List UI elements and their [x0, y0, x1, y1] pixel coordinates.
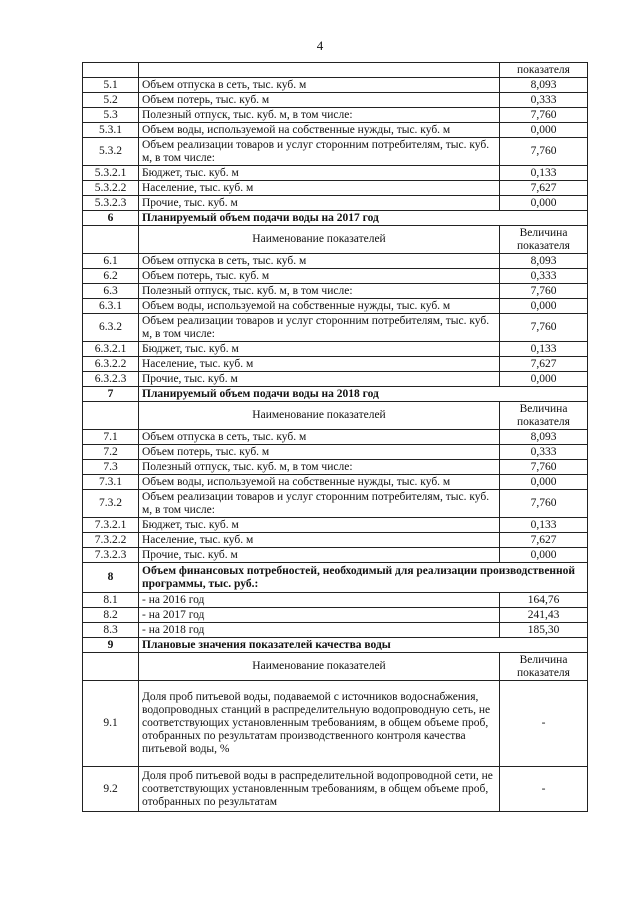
- cell-description: Объем воды, используемой на собственные нужды, тыс. куб. м: [139, 299, 500, 314]
- cell-value: -: [500, 681, 588, 767]
- table-row: [83, 445, 588, 460]
- table-row: [83, 181, 588, 196]
- cell-number: 8.3: [83, 623, 139, 638]
- table-row: [83, 196, 588, 211]
- section-header-row: [83, 211, 588, 226]
- cell-number: 7.1: [83, 430, 139, 445]
- cell-description: Прочие, тыс. куб. м: [139, 548, 500, 563]
- section-number: 6: [83, 211, 139, 226]
- section-number: 8: [83, 563, 139, 593]
- cell-number: 6.2: [83, 269, 139, 284]
- cell-description: Население, тыс. куб. м: [139, 533, 500, 548]
- table-row: [83, 593, 588, 608]
- cell-description: Объем воды, используемой на собственные нужды, тыс. куб. м: [139, 475, 500, 490]
- section-header-row: [83, 638, 588, 653]
- column-header-value: Величина показателя: [500, 402, 588, 430]
- cell-value: 7,760: [500, 108, 588, 123]
- cell-value: 7,760: [500, 460, 588, 475]
- cell-value: 0,333: [500, 93, 588, 108]
- cell-value: 7,760: [500, 314, 588, 342]
- table-row: [83, 518, 588, 533]
- cell-value: 7,627: [500, 357, 588, 372]
- cell-description: Полезный отпуск, тыс. куб. м, в том числе:: [139, 460, 500, 475]
- cell-number: 5.3.2.3: [83, 196, 139, 211]
- cell-number: 7.3.1: [83, 475, 139, 490]
- cell-number: 8.2: [83, 608, 139, 623]
- table-row: [83, 767, 588, 812]
- cell-number: 6.3: [83, 284, 139, 299]
- cell-description: Объем реализации товаров и услуг сторонним потребителям, тыс. куб. м, в том числе:: [139, 138, 500, 166]
- cell-value: 185,30: [500, 623, 588, 638]
- cell-number: 5.3.2.1: [83, 166, 139, 181]
- cell-number: 5.2: [83, 93, 139, 108]
- cell-value: 241,43: [500, 608, 588, 623]
- cell-number: 6.3.2: [83, 314, 139, 342]
- section-number: 9: [83, 638, 139, 653]
- table-continuation-header: [83, 63, 588, 78]
- cell-value: -: [500, 767, 588, 812]
- cell-description: - на 2016 год: [139, 593, 500, 608]
- cell-value: 0,000: [500, 475, 588, 490]
- cell-value: 8,093: [500, 78, 588, 93]
- cell-description: Объем потерь, тыс. куб. м: [139, 269, 500, 284]
- table-row: [83, 138, 588, 166]
- cell-value: 0,133: [500, 166, 588, 181]
- table-row: [83, 269, 588, 284]
- cell-value: 0,133: [500, 518, 588, 533]
- cell-description: Прочие, тыс. куб. м: [139, 196, 500, 211]
- cell-number: 7.2: [83, 445, 139, 460]
- cell-value: 164,76: [500, 593, 588, 608]
- cell-description: Объем воды, используемой на собственные нужды, тыс. куб. м: [139, 123, 500, 138]
- table-row: [83, 623, 588, 638]
- cell-number: 8.1: [83, 593, 139, 608]
- table-row: [83, 254, 588, 269]
- column-header-name: Наименование показателей: [139, 653, 500, 681]
- cell-description: Полезный отпуск, тыс. куб. м, в том числе:: [139, 284, 500, 299]
- table-row: [83, 475, 588, 490]
- cell-number: 6.3.1: [83, 299, 139, 314]
- cell-number: 5.3.1: [83, 123, 139, 138]
- cell-description: Доля проб питьевой воды в распределительной водопроводной сети, не соответствующих установленным требованиям, в общем объеме проб, отобранных по результатам: [139, 767, 500, 812]
- cell-number-empty: [83, 402, 139, 430]
- cell-number: 6.3.2.1: [83, 342, 139, 357]
- column-header-value: Величина показателя: [500, 653, 588, 681]
- section-title: Планируемый объем подачи воды на 2017 год: [139, 211, 588, 226]
- cell-value: 7,760: [500, 284, 588, 299]
- table-row: [83, 342, 588, 357]
- column-header-name: Наименование показателей: [139, 226, 500, 254]
- cell-value: 0,000: [500, 299, 588, 314]
- cell-description: Объем реализации товаров и услуг сторонним потребителям, тыс. куб. м, в том числе:: [139, 490, 500, 518]
- cell-description: Объем реализации товаров и услуг сторонним потребителям, тыс. куб. м, в том числе:: [139, 314, 500, 342]
- table-row: [83, 548, 588, 563]
- table-row: [83, 123, 588, 138]
- table-row: [83, 460, 588, 475]
- cell-number: 7.3.2.3: [83, 548, 139, 563]
- cell-number-empty: [83, 226, 139, 254]
- table-row: [83, 608, 588, 623]
- page-number: 4: [316, 38, 324, 53]
- table-row: [83, 681, 588, 767]
- column-header-row: [83, 226, 588, 254]
- cell-value-header: показателя: [500, 63, 588, 78]
- cell-value: 0,000: [500, 196, 588, 211]
- column-header-value: Величина показателя: [500, 226, 588, 254]
- cell-description: Полезный отпуск, тыс. куб. м, в том числе:: [139, 108, 500, 123]
- cell-value: 7,760: [500, 138, 588, 166]
- cell-value: 7,627: [500, 181, 588, 196]
- table-row: [83, 108, 588, 123]
- cell-value: 7,627: [500, 533, 588, 548]
- cell-value: 7,760: [500, 490, 588, 518]
- table-row: [83, 430, 588, 445]
- table-row: [83, 314, 588, 342]
- cell-number: 5.1: [83, 78, 139, 93]
- cell-description: Объем отпуска в сеть, тыс. куб. м: [139, 430, 500, 445]
- cell-number: 6.3.2.2: [83, 357, 139, 372]
- cell-value: 8,093: [500, 254, 588, 269]
- cell-value: 8,093: [500, 430, 588, 445]
- table-row: [83, 533, 588, 548]
- section-title: Объем финансовых потребностей, необходимый для реализации производственной программы, тыс. руб.:: [139, 563, 588, 593]
- section-title: Плановые значения показателей качества воды: [139, 638, 588, 653]
- water-supply-table: [82, 62, 588, 812]
- cell-number-empty: [83, 63, 139, 78]
- cell-description: Население, тыс. куб. м: [139, 357, 500, 372]
- cell-description: Объем потерь, тыс. куб. м: [139, 93, 500, 108]
- column-header-name: Наименование показателей: [139, 402, 500, 430]
- table-row: [83, 490, 588, 518]
- cell-description: Бюджет, тыс. куб. м: [139, 166, 500, 181]
- section-header-row: [83, 563, 588, 593]
- table-row: [83, 357, 588, 372]
- table-row: [83, 372, 588, 387]
- cell-number: 7.3: [83, 460, 139, 475]
- cell-number-empty: [83, 653, 139, 681]
- cell-number: 5.3.2.2: [83, 181, 139, 196]
- table-row: [83, 166, 588, 181]
- cell-value: 0,133: [500, 342, 588, 357]
- table-row: [83, 93, 588, 108]
- table-row: [83, 78, 588, 93]
- cell-description: Объем потерь, тыс. куб. м: [139, 445, 500, 460]
- cell-description: Прочие, тыс. куб. м: [139, 372, 500, 387]
- cell-description: - на 2017 год: [139, 608, 500, 623]
- cell-value: 0,333: [500, 445, 588, 460]
- cell-number: 6.1: [83, 254, 139, 269]
- cell-number: 9.2: [83, 767, 139, 812]
- table-row: [83, 299, 588, 314]
- cell-value: 0,000: [500, 548, 588, 563]
- cell-number: 7.3.2.1: [83, 518, 139, 533]
- cell-number: 7.3.2: [83, 490, 139, 518]
- column-header-row: [83, 402, 588, 430]
- cell-number: 7.3.2.2: [83, 533, 139, 548]
- cell-number: 5.3.2: [83, 138, 139, 166]
- cell-value: 0,000: [500, 123, 588, 138]
- cell-number: 9.1: [83, 681, 139, 767]
- cell-description: Объем отпуска в сеть, тыс. куб. м: [139, 254, 500, 269]
- cell-number: 6.3.2.3: [83, 372, 139, 387]
- cell-description: Бюджет, тыс. куб. м: [139, 518, 500, 533]
- cell-description: Объем отпуска в сеть, тыс. куб. м: [139, 78, 500, 93]
- column-header-row: [83, 653, 588, 681]
- cell-number: 5.3: [83, 108, 139, 123]
- cell-description: Бюджет, тыс. куб. м: [139, 342, 500, 357]
- cell-value: 0,333: [500, 269, 588, 284]
- cell-description: - на 2018 год: [139, 623, 500, 638]
- cell-description-empty: [139, 63, 500, 78]
- table-row: [83, 284, 588, 299]
- cell-description: Население, тыс. куб. м: [139, 181, 500, 196]
- section-header-row: [83, 387, 588, 402]
- section-title: Планируемый объем подачи воды на 2018 год: [139, 387, 588, 402]
- cell-description: Доля проб питьевой воды, подаваемой с источников водоснабжения, водопроводных станций в распределительную водопроводную сеть, не соответствующих установленным требованиям, в общем объеме проб, отобранных по результатам производственного контроля качества питьевой воды, %: [139, 681, 500, 767]
- cell-value: 0,000: [500, 372, 588, 387]
- section-number: 7: [83, 387, 139, 402]
